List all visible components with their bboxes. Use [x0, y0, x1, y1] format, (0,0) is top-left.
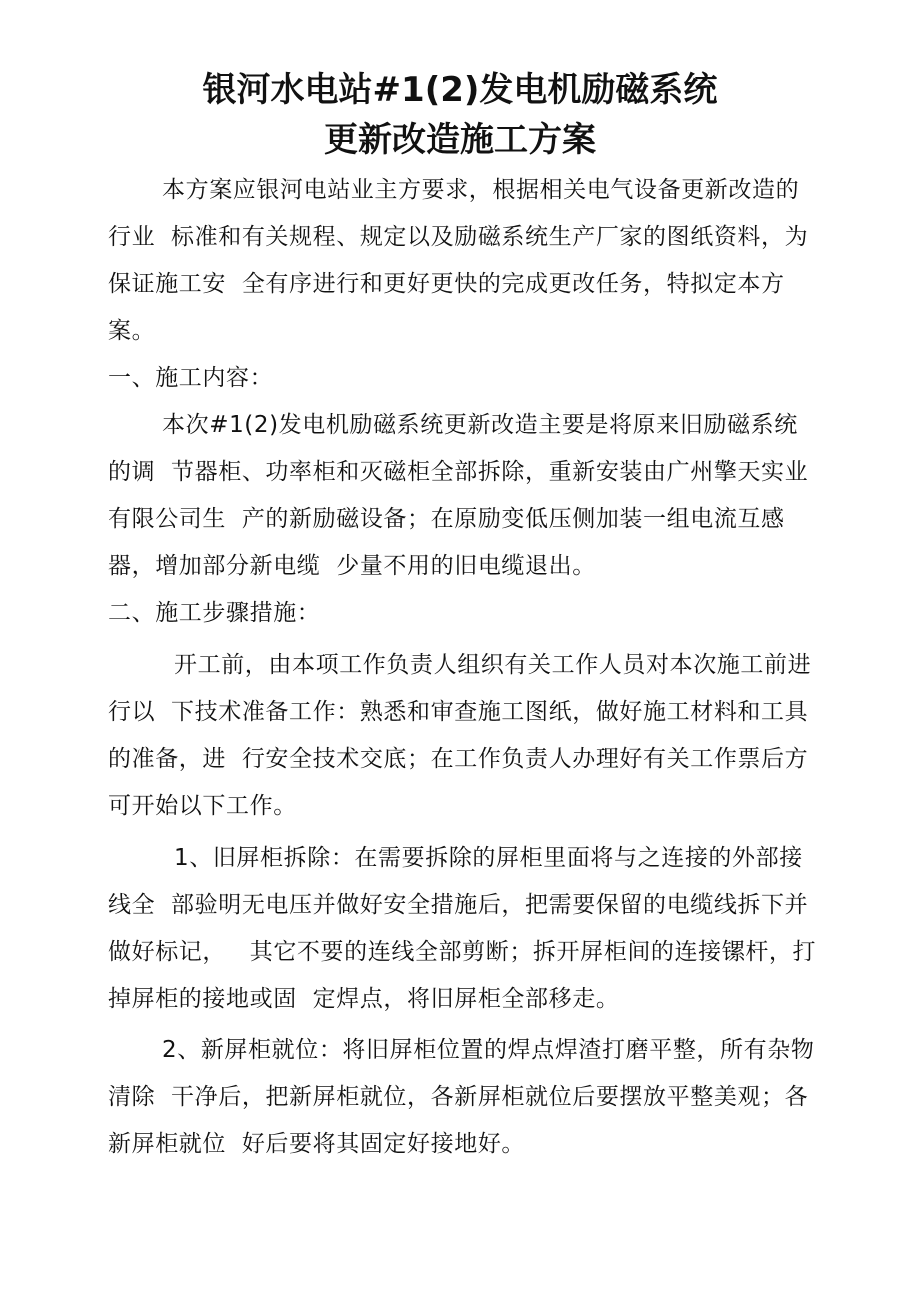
section2-prep-line: 的准备，进 行安全技术交底；在工作负责人办理好有关工作票后方 — [108, 746, 809, 772]
document-title-line1: 银河水电站#1(2)发电机励磁系统 — [202, 70, 718, 110]
step2-line: 新屏柜就位 好后要将其固定好接地好。 — [108, 1131, 526, 1157]
section1-line: 器，增加部分新电缆 少量不用的旧电缆退出。 — [108, 553, 596, 579]
intro-line: 案。 — [108, 318, 156, 344]
section1-line: 有限公司生 产的新励磁设备；在原励变低压侧加装一组电流互感 — [108, 506, 785, 532]
document-title-line2: 更新改造施工方案 — [324, 120, 596, 160]
intro-line: 本方案应银河电站业主方要求，根据相关电气设备更新改造的 — [162, 177, 800, 203]
intro-line: 保证施工安 全有序进行和更好更快的完成更改任务，特拟定本方 — [108, 271, 785, 297]
section1-line: 本次#1(2)发电机励磁系统更新改造主要是将原来旧励磁系统 — [162, 412, 798, 438]
section2-heading: 二、施工步骤措施： — [108, 600, 321, 626]
step1-line: 1、旧屏柜拆除：在需要拆除的屏柜里面将与之连接的外部接 — [174, 845, 803, 871]
intro-line: 行业 标准和有关规程、规定以及励磁系统生产厂家的图纸资料，为 — [108, 224, 809, 250]
section2-prep-line: 行以 下技术准备工作：熟悉和审查施工图纸，做好施工材料和工具 — [108, 699, 809, 725]
step1-line: 做好标记， 其它不要的连线全部剪断；拆开屏柜间的连接镙杆，打 — [108, 939, 817, 965]
step2-line: 2、新屏柜就位：将旧屏柜位置的焊点焊渣打磨平整，所有杂物 — [162, 1037, 815, 1063]
section1-heading: 一、施工内容： — [108, 365, 274, 391]
section1-line: 的调 节器柜、功率柜和灭磁柜全部拆除，重新安装由广州擎天实业 — [108, 459, 809, 485]
step1-line: 线全 部验明无电压并做好安全措施后，把需要保留的电缆线拆下并 — [108, 892, 809, 918]
section2-prep-line: 开工前，由本项工作负责人组织有关工作人员对本次施工前进 — [174, 652, 812, 678]
step1-line: 掉屏柜的接地或固 定焊点，将旧屏柜全部移走。 — [108, 986, 620, 1012]
section2-prep-line: 可开始以下工作。 — [108, 793, 297, 819]
step2-line: 清除 干净后，把新屏柜就位，各新屏柜就位后要摆放平整美观；各 — [108, 1084, 809, 1110]
